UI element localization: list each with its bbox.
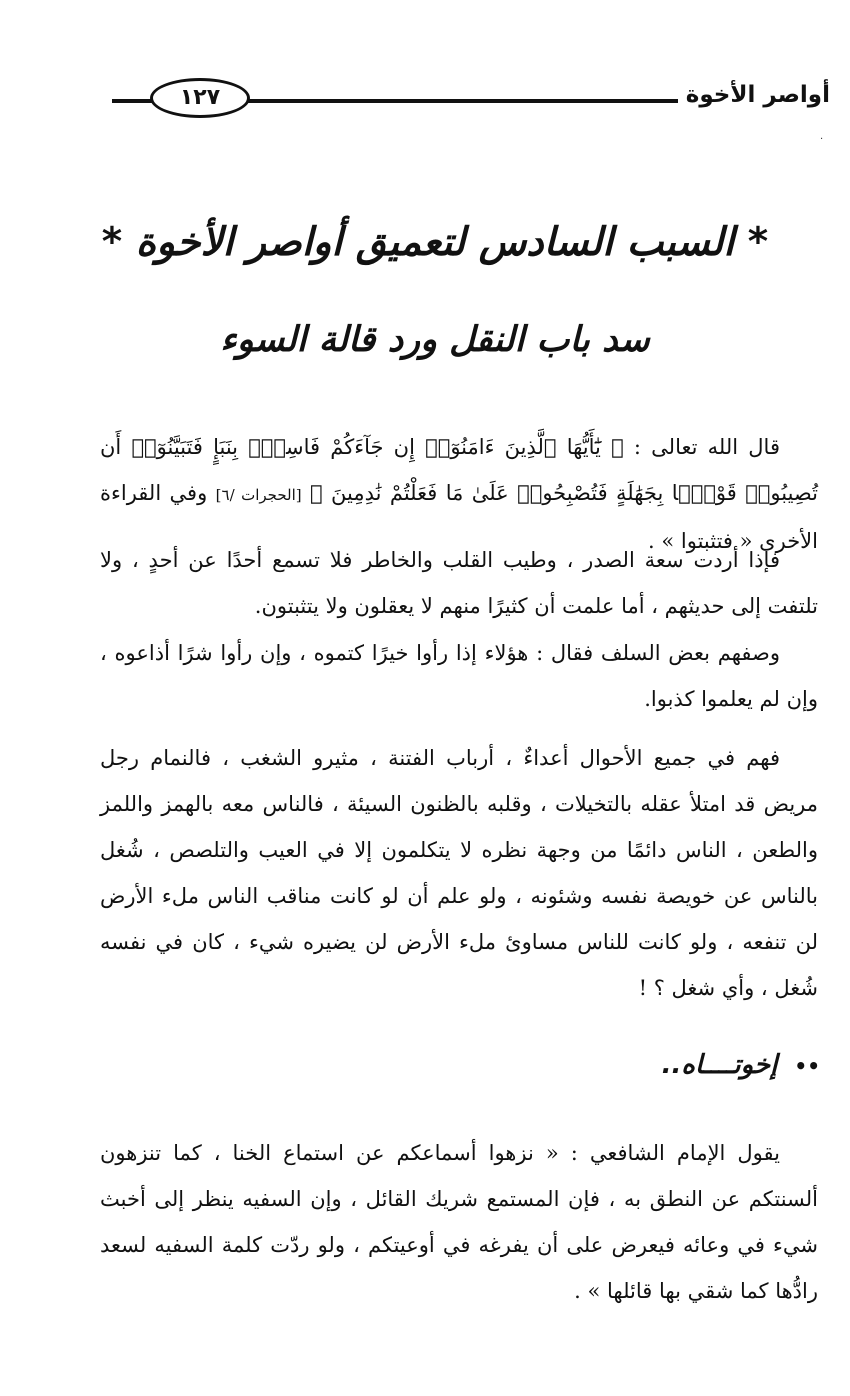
paragraph-4 — [100, 735, 818, 1011]
verse-reference: [الحجرات /٦] — [215, 486, 302, 504]
paragraph-text: فإذا أردت سعة الصدر ، وطيب القلب والخاطر فلا تسمع أحدًا عن أحدٍ ، ولا تلتفت إلى حديثهم ، أما علمت أن كثيرًا منهم لا يعقلون ولا يتثبتون. — [100, 548, 818, 618]
paragraph-3 — [100, 630, 818, 722]
paragraph-text: وصفهم بعض السلف فقال : هؤلاء إذا رأوا خيرًا كتموه ، وإن رأوا شرًا أذاعوه ، وإن لم يعلموا كذبوا. — [100, 641, 818, 711]
speck-mark: · — [820, 134, 824, 145]
section-heading-text: إخوتــــاه.. — [661, 1050, 778, 1080]
verse-reading-note: وفي القراءة الأخرى « فتثبتوا » . — [100, 481, 818, 553]
quran-verse: ﴿ يَٰٓأَيُّهَا ٱلَّذِينَ ءَامَنُوٓا۟ إِن جَآءَكُمْ فَاسِقٌۢ بِنَبَإٍ فَتَبَيَّنُوٓا۟ أَن تُصِيبُوا۟ قَوْمًۢا بِجَهَٰلَةٍ فَتُصْبِحُوا۟ عَلَىٰ مَا فَعَلْتُمْ نَٰدِمِينَ ﴾ — [100, 435, 818, 505]
paragraph-5 — [100, 1130, 818, 1314]
chapter-title: * السبب السادس لتعميق أواصر الأخوة * — [101, 220, 769, 265]
paragraph-text: فهم في جميع الأحوال أعداءٌ ، أرباب الفتنة ، مثيرو الشغب ، فالنمام رجل مريض قد امتلأ عقله بالتخيلات ، وقلبه بالظنون السيئة ، فالناس معه بالهمز واللمز والطعن ، الناس دائمًا من وجهة نظره لا يتكلمون إلا في العيب والتلصص ، شُغل بالناس عن خويصة نفسه وشئونه ، ولو علم أن لو كانت مناقب الناس ملء الأرض لن تنفعه ، ولو كانت للناس مساوئ ملء الأرض لن يضيره شيء ، كان في نفسه شُغل ، وأي شغل ؟ ! — [100, 746, 818, 1000]
paragraph-2 — [100, 537, 818, 629]
running-title: أواصر الأخوة — [678, 82, 830, 108]
chapter-subtitle: سد باب النقل ورد قالة السوء — [220, 320, 650, 360]
paragraph-text: يقول الإمام الشافعي : « نزهوا أسماعكم عن استماع الخنا ، كما تنزهون ألسنتكم عن النطق به ، فإن المستمع شريك القائل ، وإن السفيه ينظر إلى أخبث شيء في وعائه فيعرض على أن يفرغه في أوعيتكم ، ولو ردّت كلمة السفيه لسعد رادُّها كما شقي بها قائلها » . — [100, 1141, 818, 1303]
section-heading — [662, 1050, 820, 1080]
bullet-dots: •• — [794, 1054, 820, 1078]
verse-intro: قال الله تعالى : — [633, 435, 780, 459]
page-number: ١٢٧ — [150, 78, 250, 118]
running-header — [112, 78, 830, 124]
